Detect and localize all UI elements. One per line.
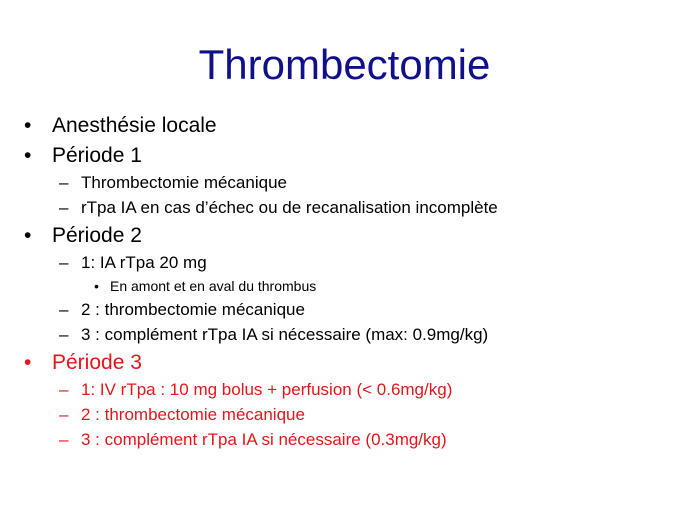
- sub-sub-list-item-text: En amont et en aval du thrombus: [110, 278, 317, 294]
- dash-marker: –: [59, 430, 69, 449]
- sub-list-item: [59, 198, 68, 218]
- sub-list-item-text: Thrombectomie mécanique: [81, 173, 287, 192]
- sub-sub-list-item: [94, 278, 99, 295]
- sub-list-item-text: 2 : thrombectomie mécanique: [81, 405, 305, 424]
- dash-marker: –: [59, 300, 69, 319]
- list-item: [24, 114, 31, 138]
- sub-list-item-text: 1: IV rTpa : 10 mg bolus + perfusion (< 0.6mg/kg): [81, 380, 453, 399]
- bullet-marker: •: [24, 144, 32, 167]
- list-item: [24, 351, 31, 375]
- dash-marker: –: [59, 380, 69, 399]
- sub-list-item-text: 3 : complément rTpa IA si nécessaire (max: 0.9mg/kg): [81, 325, 489, 344]
- list-item: [24, 144, 31, 168]
- sub-list-item: [59, 430, 68, 450]
- dash-marker: –: [59, 173, 69, 192]
- sub-list-item-text: 2 : thrombectomie mécanique: [81, 300, 305, 319]
- list-item: [24, 224, 31, 248]
- bullet-marker: •: [24, 114, 32, 137]
- sub-list-item: [59, 300, 68, 320]
- list-item-text: Période 1: [52, 144, 142, 167]
- dash-marker: –: [59, 405, 69, 424]
- dash-marker: –: [59, 198, 69, 217]
- dash-marker: –: [59, 253, 69, 272]
- sub-list-item: [59, 405, 68, 425]
- sub-list-item: [59, 253, 68, 273]
- sub-list-item: [59, 173, 68, 193]
- sub-list-item-text: 1: IA rTpa 20 mg: [81, 253, 207, 272]
- sub-list-item: [59, 380, 68, 400]
- sub-list-item-text: rTpa IA en cas d’échec ou de recanalisation incomplète: [81, 198, 498, 217]
- list-item-text: Période 2: [52, 224, 142, 247]
- slide-title: Thrombectomie: [198, 41, 491, 88]
- bullet-marker: •: [24, 351, 32, 374]
- list-item-text: Anesthésie locale: [52, 114, 217, 137]
- dash-marker: –: [59, 325, 69, 344]
- bullet-marker: •: [24, 224, 32, 247]
- sub-list-item-text: 3 : complément rTpa IA si nécessaire (0.3mg/kg): [81, 430, 447, 449]
- sub-list-item: [59, 325, 68, 345]
- bullet-marker: •: [94, 278, 99, 294]
- list-item-text: Période 3: [52, 351, 142, 374]
